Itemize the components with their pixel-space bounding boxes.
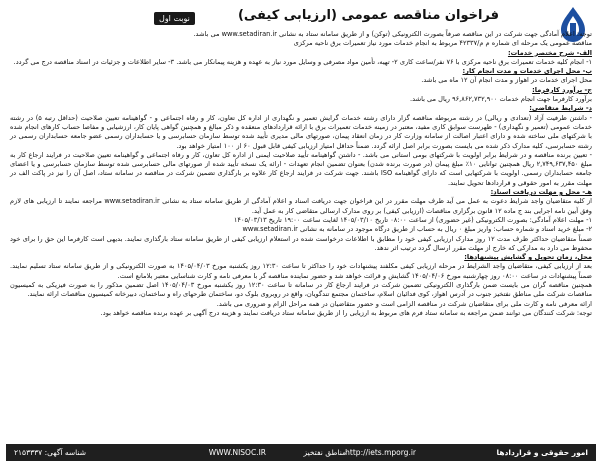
notice-paragraph: از کلیه متقاضیان واجد شرایط دعوت به عمل می آید ظرف مهلت مقرر در این فراخوان جهت دریافت اسناد و اعلام آمادگی از طریق سامانه ستاد به نشانی www.setadiran.ir مراجعه نمایند تا ارزیابی های لازم وفق آیین نامه اجرایی بند ج ماده ۱۲ قانون برگزاری مناقصات (ارزیابی کیفی) بر روی مدارک ارسالی متقاضی کار به عمل آید. [10,197,592,215]
footer-unit: مناطق نفتخیز [303,448,346,457]
notice-paragraph: ارائه معرفی نامه و کارت ملی برای متقاضیان شرکت در مناقصه الزامی است و حضور متقاضیان در همه مراحل الزام و ضروری می باشد. [216,299,592,308]
section-heading: هـ- محل و مهلت دریافت اسناد: [490,188,592,197]
notice-body [10,30,592,318]
notice-paragraph: - تعیین برنده مناقصه و در شرایط برابر اولویت با شرکتهای بومی استانی می باشد. - داشتن گواهینامه تأیید صلاحیت ایمنی از اداره کل تعاون، کار و رفاه اجتماعی و گواهینامه تعیین صلاحیت در فرایند ارجاع کار به مبلغ ۲,۷۴۹,۶۳۷,۴۵۰ ریال همچنین توانایی ۱۰٪ مبلغ پیمان (در صورت برنده شدن) بعنوان تضمین انجام تعهدات - ارائه یک نسخه تأیید شده از صورتهای مالی حسابرسی شده توسط سازمان حسابرسی و یا اعضای جامعه حسابداران رسمی. اولویت با شرکتهایی است که دارای گواهینامه ISO باشند. جهت شرکت در فرایند ارجاع کار علاوه بر بارگذاری تضمین شرکت در مناقصه در سامانه ستاد، اصل آن را نیز در پاکت الف در مهلت مقرر به امور حقوقی و قراردادها تحویل نمایند. [10,150,592,187]
notice-paragraph: برآورد کارفرما جهت انجام خدمات ۹۶,۸۶۲,۷۳۲,۹۰۰ ریال می باشد. [410,95,592,104]
notice-paragraph: ۲- مبلغ خرید اسناد و شماره حساب: واریز مبلغ ۰ ریال به حساب از طریق درگاه موجود در سامانه به نشانی www.setadiran.ir [242,225,592,234]
footer-bar [6,444,596,461]
tender-notice-page [6,4,596,461]
section-heading: محل، زمان تحویل و گشایش پیشنهادها: [464,253,592,262]
footer-link-nisoc[interactable]: WWW.NISOC.IR [208,448,266,457]
notice-paragraph: محل اجرای خدمات در اهواز و مدت انجام آن ۱۲ ماه می باشد. [421,76,592,85]
notice-paragraph: بعد از ارزیابی کیفی، متقاضیان واجد الشرایط در مرحله ارزیابی کیفی مکلفند پیشنهادات خود را حداکثر تا ساعت ۱۲:۳۰ روز یکشنبه مورخ ۱۴۰۵/۰۴/۰۳ به صورت الکترونیکی و از طریق سامانه ستاد تسلیم نمایند. ضمناً پیشنهادات در ساعت ۰۸:۰۰ روز چهارشنبه مورخ ۱۴۰۵/۰۴/۰۶ گشایش و قرائت خواهد شد و حضور نماینده مناقصه گر با معرفی نامه و کارت شناسایی معتبر بلامانع است. [10,262,592,280]
notice-paragraph: ۱- مهلت اعلام آمادگی: بصورت الکترونیکی (غیر حضوری) از ساعت ۰۸:۰۰ تاریخ ۱۴۰۵/۰۳/۱۰ لغایت ساعت ۱۹:۰۰ تاریخ ۱۴۰۵/۰۳/۱۳ [233,215,592,224]
notice-paragraph: همچنین مناقصه گران می بایست ضمن بارگذاری الکترونیکی تضمین شرکت در فرایند ارجاع کار در سامانه تا ساعت ۱۲:۳۰ روز یکشنبه مورخ ۱۴۰۵/۰۴/۰۳ اصل تضمین مذکور را به صورت فیزیکی به کمیسیون مناقصات شرکت ملی مناطق نفتخیز جنوب در آدرس اهواز، کوی فدائیان اسلام، ساختمان مجتمع تندگویان، واقع در روبروی بلوک دو، ساختمان طرحهای راه و ساختمان، دبیرخانه کمیسیون مناقصات ارائه نمایند. [10,281,592,299]
footer-org: امور حقوقی و قراردادها [496,448,588,457]
section-heading: ج- برآورد کارفرما: [532,85,592,94]
footer-notice-code: شناسه آگهی: ۲۱۵۳۳۳۷ [14,448,86,457]
section-heading: الف- شرح مختصر خدمات: [507,48,592,57]
notice-paragraph: ۱- انجام کلیه خدمات تعمیرات برق ناحیه مرکزی با ۷۶ نفر/ساعت کاری ۲- تهیه، تأمین مواد مصرفی و وسایل مورد نیاز به عهده و هزینه پیمانکار می باشد. ۳- سایر اطلاعات و جزئیات در اسناد مناقصه درج می گردد. [13,57,592,66]
first-notice-badge: نوبت اول [154,12,195,25]
notice-paragraph: توجه: اعلام آمادگی جهت شرکت در این مناقصه صرفاً بصورت الکترونیکی (توکن) و از طریق سامانه ستاد به نشانی www.setadiran.ir می باشد. [193,30,592,38]
section-heading: د- شرایط متقاضی: [529,104,592,113]
notice-paragraph: مناقصه عمومی یک مرحله ای شماره م م/۴۲۳۳۷ مربوط به انجام خدمات مورد نیاز تعمیرات برق ناحیه مرکزی [293,39,592,48]
section-heading: ب- محل اجرای خدمات و مدت انجام کار: [462,67,592,76]
footer-link-iets[interactable]: http://iets.mporg.ir [345,448,416,457]
page-title: فراخوان مناقصه عمومی (ارزیابی کیفی) [237,8,500,23]
notice-paragraph: ضمناً متقاضیان حداکثر ظرف مدت ۱۲ روز مدارک ارزیابی کیفی خود را مطابق با اطلاعات درخواست شده در استعلام ارزیابی کیفی از طریق سامانه ستاد بارگذاری نمایند. بدیهی است کارفرما این حق را برای خود محفوظ می دارد به مدارکی که خارج از مهلت مقرر ارسال گردد ترتیب اثر ندهد. [10,234,592,252]
notice-paragraph: - داشتن ظرفیت آزاد (تعدادی و ریالی) در رشته مربوطه مناقصه گزار دارای رشته خدمات گرایش تعمیر و نگهداری از اداره کل تعاون، کار و رفاه اجتماعی و - گواهینامه تعیین صلاحیت (حداقل رتبه ۵) در رشته خدمات عمومی (تعمیر و نگهداری) - ظهرست سوابق کاری مفید، معتبر در زمینه خدمات تعمیرات برق با ارائه قراردادهای منعقده و ذکر مبالغ و همچنین گواهی پایان کار، ارزشیابی و مفاصا حساب کارهای انجام شده با شرکتهای ملی ساخته شده و دارای اعتبار اصالت از سامانه وزارت کار در زمان انعقاد پیمان، صورتهای مالی مدیری تأیید شده توسط سازمان حسابرسی و یا حسابداران رسمی عضو جامعه حسابداران رسمی در رشته حسابرسی، کلیه مدارک ذکر شده می بایست بصورت برابر اصل ارائه گردد. ضمناً حداقل امتیاز ارزیابی کیفی قابل قبول ۶۰ از ۱۰۰ امتیاز خواهد بود. [10,113,592,150]
notice-paragraph: توجه: شرکت کنندگان می توانند ضمن مراجعه به سامانه ستاد فرم های مربوط به ارزیابی را از طریق سامانه ستاد دریافت نمایند و هزینه درج آگهی بر عهده برنده مناقصه خواهد بود. [100,308,592,317]
